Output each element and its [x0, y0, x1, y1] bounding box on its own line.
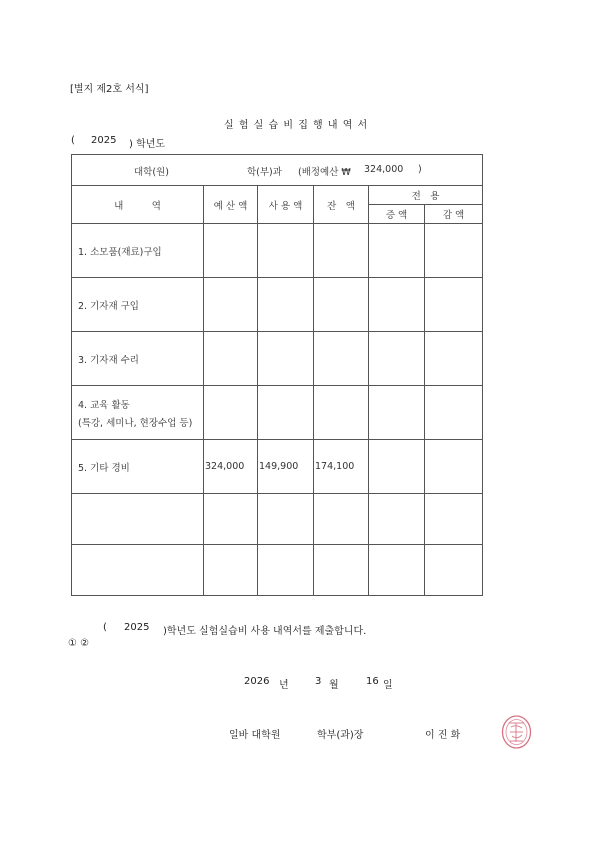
row-budget	[204, 494, 258, 545]
row-budget	[204, 278, 258, 332]
header-increase: 증 액	[369, 205, 425, 224]
table-row	[72, 545, 483, 596]
date-month: 3	[315, 676, 322, 687]
row-increase	[369, 494, 425, 545]
info-cell	[72, 155, 483, 186]
budget-prefix: (배정예산 ₩	[298, 167, 351, 178]
form-label: [별지 제2호 서식]	[70, 84, 149, 95]
row-decrease	[425, 440, 483, 494]
table-row	[72, 278, 483, 332]
budget-amount: 324,000	[364, 164, 404, 175]
dept-label: 학(부)과	[247, 167, 282, 178]
row-decrease	[425, 224, 483, 278]
row-balance	[314, 224, 369, 278]
row-item: 1. 소모품(재료)구입	[72, 224, 204, 278]
year-suffix: ) 학년도	[129, 139, 166, 150]
row-balance	[314, 278, 369, 332]
row-decrease	[425, 386, 483, 440]
row-used	[258, 224, 314, 278]
row-item	[72, 494, 204, 545]
info-row	[72, 155, 483, 186]
row-balance	[314, 494, 369, 545]
row-used	[258, 278, 314, 332]
row-used	[258, 494, 314, 545]
header-used: 사 용 액	[258, 186, 314, 224]
header-item: 내 역	[72, 186, 204, 224]
year-open-paren: (	[71, 135, 75, 146]
row-balance: 174,100	[314, 440, 369, 494]
row-used	[258, 545, 314, 596]
row-increase	[369, 386, 425, 440]
date-day-unit: 일	[383, 680, 393, 691]
row-budget	[204, 386, 258, 440]
row-item	[72, 386, 204, 440]
school-name: 일바 대학원	[229, 730, 281, 741]
row-budget: 324,000	[204, 440, 258, 494]
submission-open-paren: (	[103, 622, 107, 633]
document-title: 실 험 실 습 비 집 행 내 역 서	[224, 120, 369, 131]
row-item	[72, 545, 204, 596]
row-used	[258, 332, 314, 386]
table-row	[72, 332, 483, 386]
row-budget	[204, 332, 258, 386]
row-used	[258, 386, 314, 440]
submission-text: )학년도 실험실습비 사용 내역서를 제출합니다.	[163, 626, 367, 637]
row-budget	[204, 545, 258, 596]
row-decrease	[425, 278, 483, 332]
date-year: 2026	[244, 676, 270, 687]
date-year-unit: 년	[279, 680, 289, 691]
header-row-1	[72, 186, 483, 205]
row-budget	[204, 224, 258, 278]
row-item: 3. 기자재 수리	[72, 332, 204, 386]
row-item-sub: (특강, 세미나, 현장수업 등)	[78, 417, 193, 429]
row-balance	[314, 386, 369, 440]
date-month-unit: 월	[329, 680, 339, 691]
row-increase	[369, 224, 425, 278]
row-increase	[369, 545, 425, 596]
row-decrease	[425, 545, 483, 596]
college-label: 대학(원)	[134, 167, 169, 178]
seal-stamp-icon	[500, 714, 533, 750]
row-item: 5. 기타 경비	[72, 440, 204, 494]
table-row	[72, 440, 483, 494]
submission-year: 2025	[124, 622, 150, 633]
table-row	[72, 224, 483, 278]
row-item-label: 4. 교육 활동	[78, 399, 130, 411]
row-used: 149,900	[258, 440, 314, 494]
row-item: 2. 기자재 구입	[72, 278, 204, 332]
row-decrease	[425, 494, 483, 545]
header-budget: 예 산 액	[204, 186, 258, 224]
header-transfer: 전 용	[369, 186, 483, 205]
table-row	[72, 386, 483, 440]
row-balance	[314, 332, 369, 386]
year-value: 2025	[91, 135, 117, 146]
row-increase	[369, 440, 425, 494]
signer-name: 이 진 화	[425, 730, 461, 741]
table-row	[72, 494, 483, 545]
header-decrease: 감 액	[425, 205, 483, 224]
expense-table	[71, 154, 483, 596]
budget-suffix: )	[418, 164, 422, 175]
row-decrease	[425, 332, 483, 386]
row-increase	[369, 332, 425, 386]
date-day: 16	[366, 676, 379, 687]
row-balance	[314, 545, 369, 596]
circled-marks: ① ②	[68, 638, 90, 649]
signer-title: 학부(과)장	[317, 730, 364, 741]
row-increase	[369, 278, 425, 332]
header-balance: 잔 액	[314, 186, 369, 224]
